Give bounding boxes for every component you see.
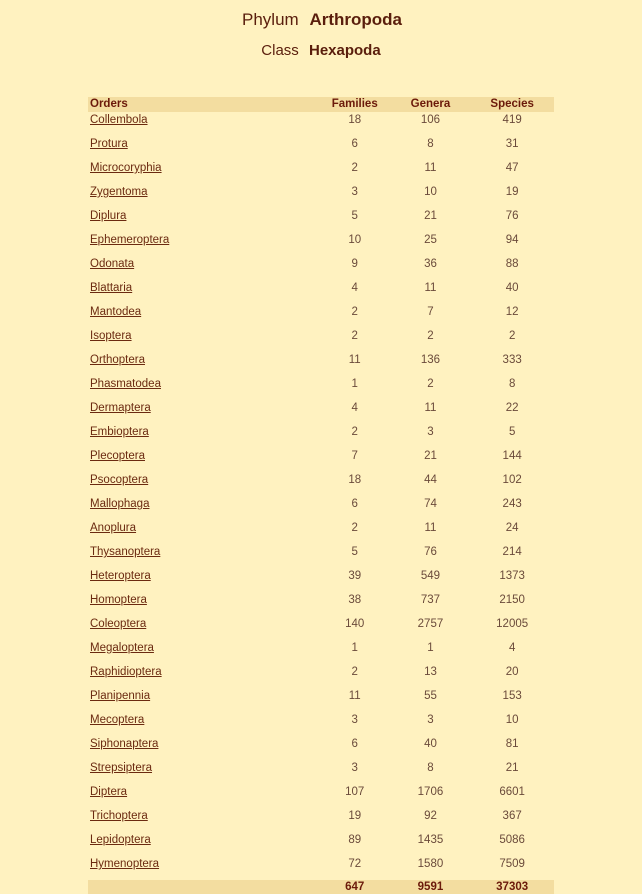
total-families: 647 [319,880,391,894]
genera-cell: 25 [424,234,437,246]
order-link[interactable]: Zygentoma [90,186,148,198]
species-cell: 2150 [499,594,525,606]
table-row [88,112,554,136]
column-header-orders: Orders [88,97,319,112]
order-link[interactable]: Blattaria [90,282,133,294]
genera-cell: 2 [427,330,434,342]
species-cell: 31 [505,138,519,150]
genera-cell: 11 [424,402,437,414]
order-cell [88,784,319,808]
families-cell: 1 [351,642,358,654]
species-cell: 47 [505,162,519,174]
families-cell: 11 [348,354,361,366]
families-cell: 39 [348,570,362,582]
order-cell [88,568,319,592]
order-cell [88,736,319,760]
totals-row [88,880,554,894]
order-link[interactable]: Homoptera [90,594,147,606]
order-cell [88,304,319,328]
order-link[interactable]: Protura [90,138,128,150]
table-row [88,160,554,184]
class-value: Hexapoda [308,42,381,59]
table-row [88,808,554,832]
species-cell: 81 [505,738,519,750]
table-row [88,256,554,280]
order-link[interactable]: Phasmatodea [90,378,161,390]
species-cell: 88 [505,258,519,270]
order-link[interactable]: Orthoptera [90,354,145,366]
table-row [88,280,554,304]
genera-cell: 2757 [417,618,444,630]
header-row [88,97,554,112]
table-footer [88,880,554,894]
species-cell: 5086 [499,834,525,846]
genera-cell: 3 [427,426,434,438]
table-row [88,736,554,760]
order-cell [88,856,319,880]
families-cell: 7 [351,450,358,462]
genera-cell: 55 [424,690,437,702]
order-link[interactable]: Lepidoptera [90,834,151,846]
genera-cell: 92 [424,810,437,822]
species-cell: 20 [505,666,519,678]
order-cell [88,832,319,856]
order-cell [88,616,319,640]
species-cell: 7509 [499,858,525,870]
genera-cell: 549 [420,570,441,582]
families-cell: 2 [351,162,358,174]
genera-cell: 1706 [417,786,444,798]
genera-cell: 11 [424,282,437,294]
families-cell: 18 [348,114,362,126]
species-cell: 214 [502,546,522,558]
genera-cell: 1580 [417,858,444,870]
families-cell: 72 [348,858,362,870]
table-row [88,664,554,688]
genera-cell: 76 [424,546,437,558]
order-cell [88,184,319,208]
table-row [88,856,554,880]
order-cell [88,256,319,280]
orders-table [88,97,554,894]
order-link[interactable]: Mantodea [90,306,142,318]
species-cell: 367 [502,810,522,822]
order-link[interactable]: Siphonaptera [90,738,159,750]
order-cell [88,400,319,424]
families-cell: 4 [351,402,358,414]
species-cell: 12 [505,306,519,318]
genera-cell: 13 [424,666,437,678]
order-cell [88,688,319,712]
table-row [88,232,554,256]
families-cell: 3 [351,762,358,774]
class-label: Class [261,42,299,59]
species-cell: 102 [502,474,522,486]
order-link[interactable]: Diptera [90,786,128,798]
species-cell: 2 [508,330,516,342]
species-cell: 333 [502,354,522,366]
table-row [88,448,554,472]
genera-cell: 11 [424,162,437,174]
families-cell: 5 [351,210,358,222]
order-link[interactable]: Strepsiptera [90,762,153,774]
genera-cell: 1435 [417,834,444,846]
table-row [88,592,554,616]
families-cell: 3 [351,186,358,198]
species-cell: 94 [505,234,519,246]
species-cell: 21 [505,762,519,774]
families-cell: 107 [345,786,365,798]
order-cell [88,352,319,376]
genera-cell: 8 [427,138,434,150]
species-cell: 76 [505,210,519,222]
order-cell [88,328,319,352]
families-cell: 6 [351,138,358,150]
order-cell [88,496,319,520]
table-row [88,712,554,736]
order-link[interactable]: Diplura [90,210,127,222]
genera-cell: 737 [420,594,441,606]
table-body [88,112,554,880]
table-row [88,376,554,400]
order-link[interactable]: Trichoptera [90,810,148,822]
families-cell: 6 [351,738,358,750]
genera-cell: 21 [424,450,437,462]
species-cell: 1373 [499,570,525,582]
order-link[interactable]: Raphidioptera [90,666,162,678]
species-cell: 40 [505,282,519,294]
order-link[interactable]: Odonata [90,258,135,270]
table-row [88,520,554,544]
order-link[interactable]: Mecoptera [90,714,145,726]
genera-cell: 2 [427,378,434,390]
order-cell [88,760,319,784]
order-cell [88,664,319,688]
order-cell [88,640,319,664]
order-link[interactable]: Hymenoptera [90,858,160,870]
column-header-species: Species [470,97,554,112]
order-cell [88,544,319,568]
species-cell: 22 [505,402,519,414]
column-header-genera: Genera [391,97,471,112]
families-cell: 3 [351,714,358,726]
families-cell: 2 [351,666,358,678]
families-cell: 4 [351,282,358,294]
genera-cell: 21 [424,210,437,222]
species-cell: 4 [508,642,516,654]
families-cell: 1 [351,378,358,390]
table-row [88,208,554,232]
genera-cell: 3 [427,714,434,726]
genera-cell: 106 [420,114,441,126]
families-cell: 38 [348,594,362,606]
order-cell [88,592,319,616]
total-genera: 9591 [391,880,471,894]
table-row [88,568,554,592]
order-cell [88,112,319,136]
families-cell: 2 [351,426,358,438]
table-row [88,544,554,568]
table-row [88,424,554,448]
genera-cell: 8 [427,762,434,774]
families-cell: 89 [348,834,362,846]
species-cell: 24 [505,522,519,534]
genera-cell: 44 [424,474,437,486]
species-cell: 419 [502,114,522,126]
class-heading [0,42,642,59]
table-row [88,784,554,808]
species-cell: 5 [508,426,516,438]
order-link[interactable]: Psocoptera [90,474,149,486]
table-row [88,832,554,856]
table-row [88,184,554,208]
species-cell: 19 [505,186,519,198]
species-cell: 243 [502,498,522,510]
table-row [88,304,554,328]
order-link[interactable]: Microcoryphia [90,162,162,174]
table-row [88,640,554,664]
species-cell: 144 [502,450,522,462]
families-cell: 2 [351,522,358,534]
order-cell [88,232,319,256]
order-link[interactable]: Thysanoptera [90,546,161,558]
phylum-heading [1,10,642,30]
totals-spacer [88,880,319,894]
table-row [88,472,554,496]
families-cell: 140 [345,618,365,630]
order-cell [88,712,319,736]
genera-cell: 11 [424,522,437,534]
families-cell: 19 [348,810,362,822]
order-link[interactable]: Ephemeroptera [90,234,170,246]
table-row [88,616,554,640]
table-row [88,688,554,712]
order-link[interactable]: Dermaptera [90,402,151,414]
species-cell: 10 [505,714,519,726]
order-link[interactable]: Anoplura [90,522,137,534]
total-species: 37303 [470,880,554,894]
genera-cell: 36 [424,258,437,270]
order-link[interactable]: Heteroptera [90,570,151,582]
order-link[interactable]: Planipennia [90,690,151,702]
order-cell [88,160,319,184]
order-cell [88,520,319,544]
genera-cell: 7 [427,306,434,318]
phylum-value: Arthropoda [309,10,402,29]
order-cell [88,280,319,304]
order-link[interactable]: Isoptera [90,330,132,342]
species-cell: 153 [502,690,522,702]
genera-cell: 74 [424,498,437,510]
order-link[interactable]: Embioptera [90,426,149,438]
species-cell: 12005 [496,618,529,630]
order-link[interactable]: Collembola [90,114,148,126]
table-header [88,97,554,112]
table-row [88,352,554,376]
table-row [88,328,554,352]
phylum-label: Phylum [242,10,299,29]
families-cell: 2 [351,306,358,318]
order-cell [88,376,319,400]
genera-cell: 10 [424,186,437,198]
families-cell: 18 [348,474,362,486]
families-cell: 11 [348,690,361,702]
genera-cell: 1 [427,642,434,654]
families-cell: 10 [348,234,362,246]
order-link[interactable]: Plecoptera [90,450,145,462]
families-cell: 2 [351,330,358,342]
order-cell [88,472,319,496]
order-link[interactable]: Coleoptera [90,618,147,630]
order-cell [88,808,319,832]
genera-cell: 136 [420,354,441,366]
table-row [88,400,554,424]
order-cell [88,448,319,472]
column-header-families: Families [319,97,391,112]
table-row [88,760,554,784]
order-link[interactable]: Mallophaga [90,498,150,510]
order-cell [88,208,319,232]
families-cell: 9 [351,258,358,270]
families-cell: 5 [351,546,358,558]
species-cell: 8 [508,378,516,390]
table-row [88,496,554,520]
genera-cell: 40 [424,738,437,750]
order-cell [88,136,319,160]
order-cell [88,424,319,448]
table-row [88,136,554,160]
order-link[interactable]: Megaloptera [90,642,154,654]
species-cell: 6601 [499,786,525,798]
families-cell: 6 [351,498,358,510]
